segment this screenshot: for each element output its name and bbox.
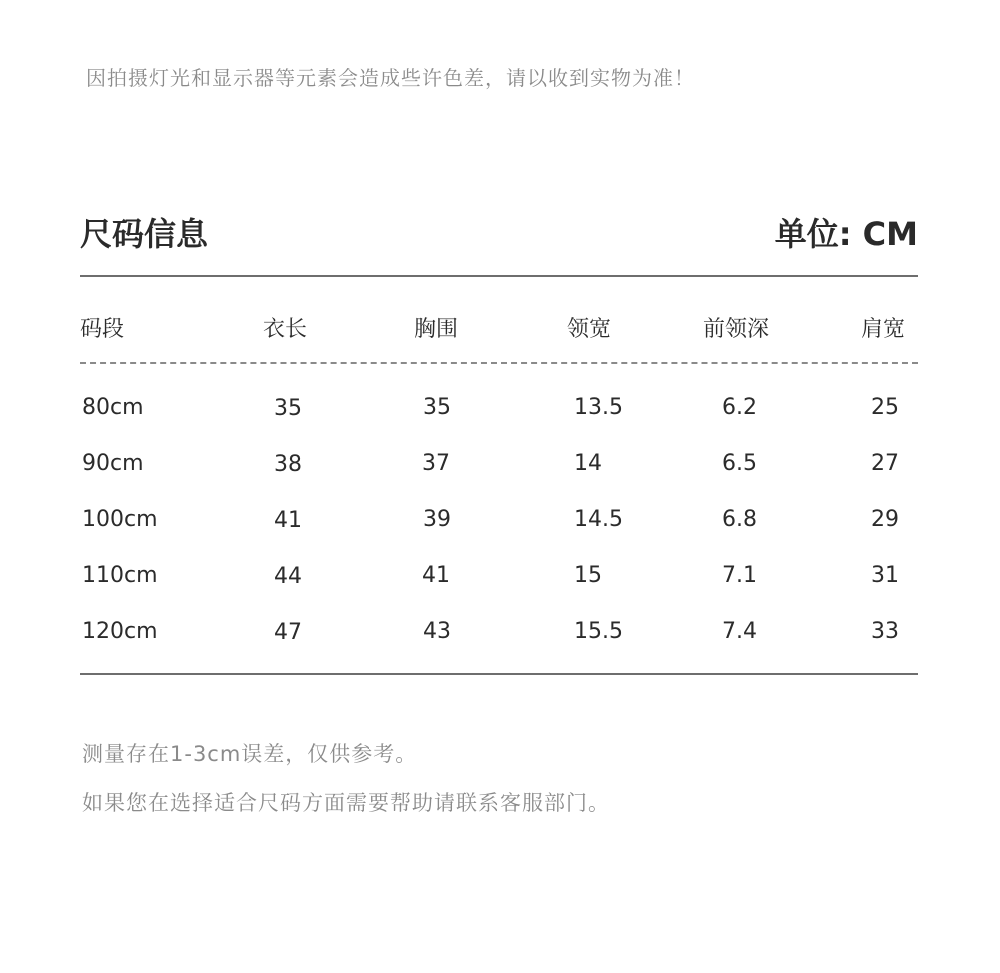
cell-size: 120cm xyxy=(82,619,158,644)
table-bottom-divider xyxy=(80,673,918,675)
header-length: 衣长 xyxy=(263,317,308,342)
cell-shoulder-width: 31 xyxy=(871,563,899,588)
cell-front-collar-depth: 6.2 xyxy=(722,395,757,420)
cell-collar-width: 15 xyxy=(574,563,602,588)
header-size-range: 码段 xyxy=(80,317,125,342)
customer-service-note: 如果您在选择适合尺码方面需要帮助请联系客服部门。 xyxy=(82,791,610,815)
cell-shoulder-width: 33 xyxy=(871,619,899,644)
color-difference-notice: 因拍摄灯光和显示器等元素会造成些许色差，请以收到实物为准！ xyxy=(86,66,695,90)
cell-length: 35 xyxy=(274,396,302,421)
cell-collar-width: 13.5 xyxy=(574,395,623,420)
cell-chest: 37 xyxy=(422,451,450,476)
cell-front-collar-depth: 7.1 xyxy=(722,563,757,588)
cell-size: 100cm xyxy=(82,507,158,532)
header-shoulder-width: 肩宽 xyxy=(861,317,906,342)
cell-size: 90cm xyxy=(82,451,144,476)
unit-label: 单位: CM xyxy=(774,215,918,253)
cell-shoulder-width: 29 xyxy=(871,507,899,532)
cell-front-collar-depth: 6.8 xyxy=(722,507,757,532)
cell-shoulder-width: 25 xyxy=(871,395,899,420)
cell-front-collar-depth: 6.5 xyxy=(722,451,757,476)
cell-length: 44 xyxy=(274,564,302,589)
header-dashed-divider xyxy=(80,362,918,364)
header-collar-width: 领宽 xyxy=(567,317,612,342)
header-chest: 胸围 xyxy=(414,317,459,342)
size-info-title: 尺码信息 xyxy=(80,215,209,253)
table-top-divider xyxy=(80,275,918,277)
cell-size: 110cm xyxy=(82,563,158,588)
cell-collar-width: 14.5 xyxy=(574,507,623,532)
measurement-error-note: 测量存在1-3cm误差，仅供参考。 xyxy=(82,742,418,766)
cell-length: 38 xyxy=(274,452,302,477)
cell-front-collar-depth: 7.4 xyxy=(722,619,757,644)
cell-chest: 39 xyxy=(423,507,451,532)
cell-shoulder-width: 27 xyxy=(871,451,899,476)
cell-length: 47 xyxy=(274,620,302,645)
cell-collar-width: 15.5 xyxy=(574,619,623,644)
cell-chest: 35 xyxy=(423,395,451,420)
cell-chest: 43 xyxy=(423,619,451,644)
cell-size: 80cm xyxy=(82,395,144,420)
cell-length: 41 xyxy=(274,508,302,533)
header-front-collar-depth: 前领深 xyxy=(703,317,770,342)
cell-chest: 41 xyxy=(422,563,450,588)
cell-collar-width: 14 xyxy=(574,451,602,476)
